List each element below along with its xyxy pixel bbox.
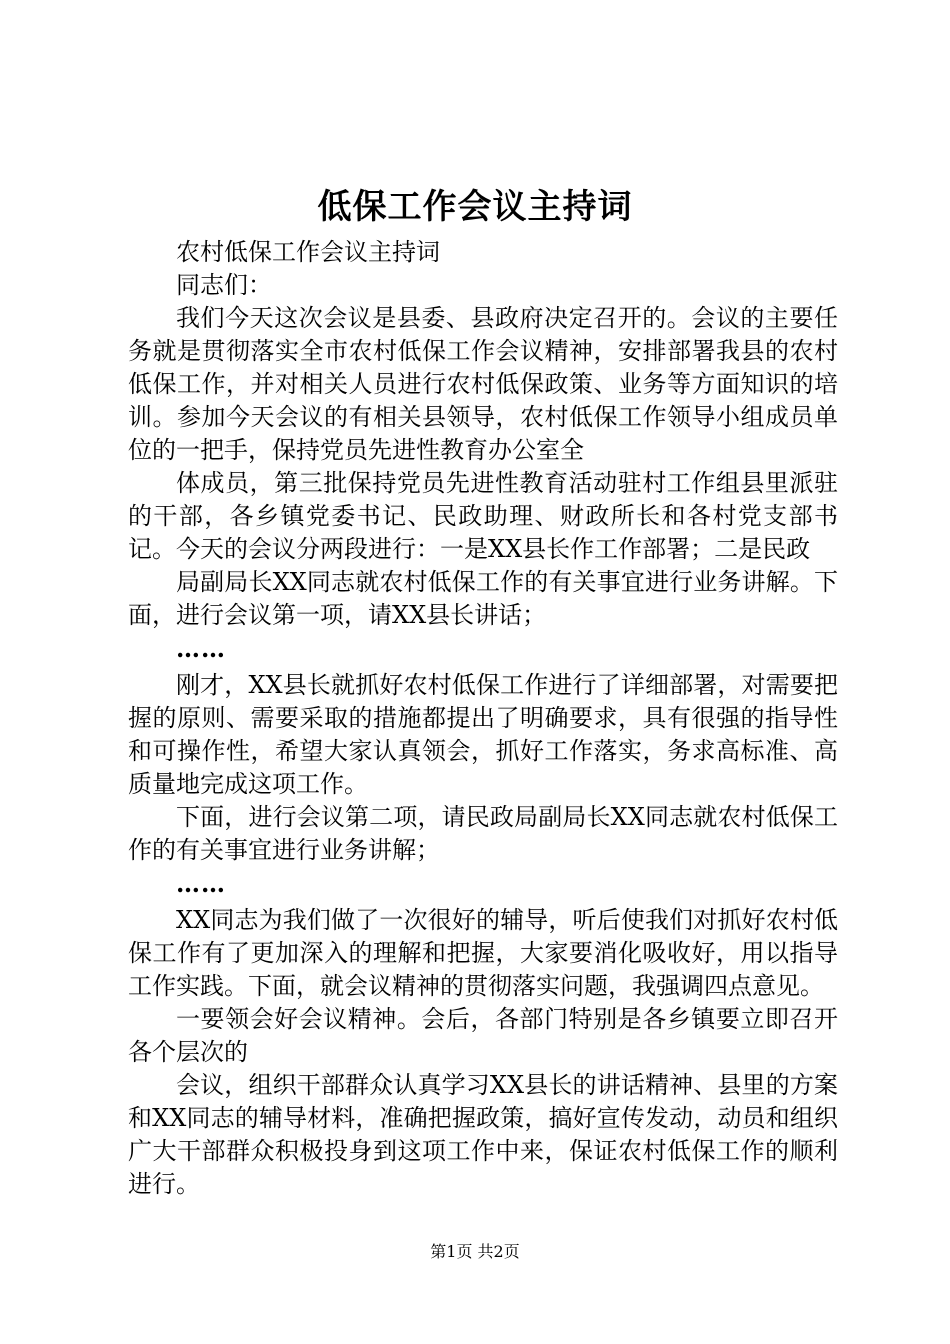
paragraph: 局副局长XX同志就农村低保工作的有关事宜进行业务讲解。下面，进行会议第一项，请XX县长讲话； (128, 568, 838, 629)
page-footer: 第1页 共2页 (430, 1242, 520, 1261)
ellipsis-line: …… (176, 634, 226, 663)
paragraph-heading: 农村低保工作会议主持词 (176, 238, 440, 266)
document-body (128, 236, 838, 1201)
paragraph: XX同志为我们做了一次很好的辅导，听后使我们对抓好农村低保工作有了更加深入的理解和把握，大家要消化吸收好，用以指导工作实践。下面，就会议精神的贯彻落实问题，我强调四点意见。 (128, 906, 838, 1000)
paragraph: 会议，组织干部群众认真学习XX县长的讲话精神、县里的方案和XX同志的辅导材料，准确把握政策，搞好宣传发动，动员和组织广大干部群众积极投身到这项工作中来，保证农村低保工作的顺利进行。 (128, 1071, 838, 1198)
paragraph: 体成员，第三批保持党员先进性教育活动驻村工作组县里派驻的干部，各乡镇党委书记、民政助理、财政所长和各村党支部书记。今天的会议分两段进行：一是XX县长作工作部署；二是民政 (128, 469, 838, 563)
ellipsis-line: …… (176, 869, 226, 898)
paragraph: 我们今天这次会议是县委、县政府决定召开的。会议的主要任务就是贯彻落实全市农村低保工作会议精神，安排部署我县的农村低保工作，并对相关人员进行农村低保政策、业务等方面知识的培训。参加今天会议的有相关县领导，农村低保工作领导小组成员单位的一把手，保持党员先进性教育办公室全 (128, 304, 838, 464)
paragraph: 一要领会好会议精神。会后，各部门特别是各乡镇要立即召开各个层次的 (128, 1005, 838, 1066)
paragraph-salutation: 同志们： (176, 271, 272, 299)
document-title: 低保工作会议主持词 (317, 187, 633, 227)
paragraph: 下面，进行会议第二项，请民政局副局长XX同志就农村低保工作的有关事宜进行业务讲解； (128, 803, 838, 864)
paragraph: 刚才，XX县长就抓好农村低保工作进行了详细部署，对需要把握的原则、需要采取的措施都提出了明确要求，具有很强的指导性和可操作性，希望大家认真领会，抓好工作落实，务求高标准、高质量地完成这项工作。 (128, 671, 838, 798)
